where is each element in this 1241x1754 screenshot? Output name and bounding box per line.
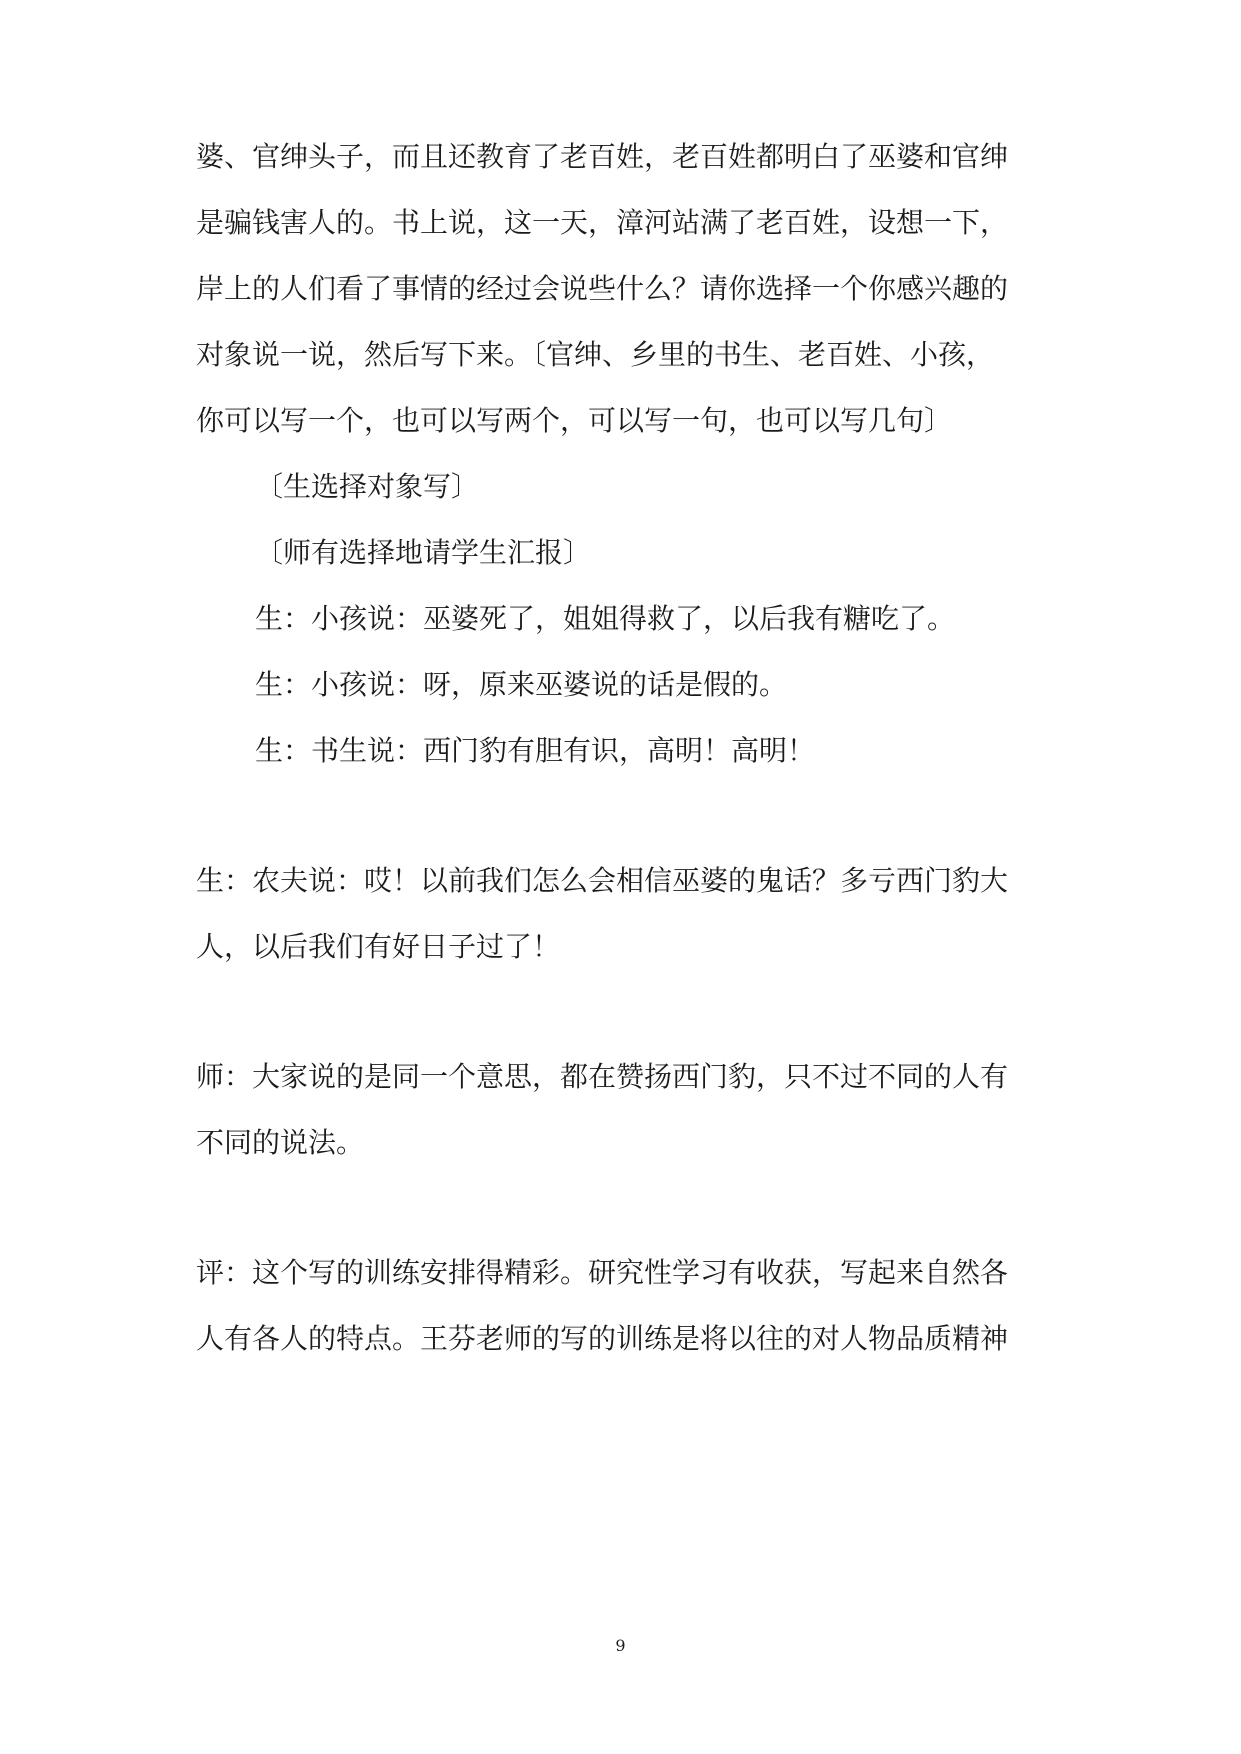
- text-line: 对象说一说，然后写下来。〔官绅、乡里的书生、老百姓、小孩，: [196, 338, 995, 371]
- teacher-comment: 师：大家说的是同一个意思，都在赞扬西门豹，只不过不同的人有: [196, 1060, 1009, 1093]
- student-response: 生：小孩说：巫婆死了，姐姐得救了，以后我有糖吃了。: [255, 602, 956, 635]
- text-line: 婆、官绅头子，而且还教育了老百姓，老百姓都明白了巫婆和官绅: [196, 140, 1009, 173]
- student-response: 生：小孩说：呀，原来巫婆说的话是假的。: [255, 668, 788, 701]
- student-response-continued: 人，以后我们有好日子过了！: [196, 930, 561, 963]
- page-number: 9: [615, 1636, 626, 1655]
- review-comment: 评：这个写的训练安排得精彩。研究性学习有收获，写起来自然各: [196, 1256, 1009, 1289]
- text-line: 岸上的人们看了事情的经过会说些什么？请你选择一个你感兴趣的: [196, 272, 1009, 305]
- stage-direction: 〔生选择对象写〕: [255, 470, 480, 503]
- teacher-comment-continued: 不同的说法。: [196, 1126, 365, 1159]
- student-response: 生：农夫说：哎！以前我们怎么会相信巫婆的鬼话？多亏西门豹大: [196, 864, 1009, 897]
- student-response: 生：书生说：西门豹有胆有识，高明！高明！: [255, 734, 816, 767]
- text-line: 你可以写一个，也可以写两个，可以写一句，也可以写几句〕: [196, 404, 953, 437]
- review-comment-continued: 人有各人的特点。王芬老师的写的训练是将以往的对人物品质精神: [196, 1322, 1009, 1355]
- text-line: 是骗钱害人的。书上说，这一天，漳河站满了老百姓，设想一下，: [196, 206, 1009, 239]
- stage-direction: 〔师有选择地请学生汇报〕: [255, 536, 592, 569]
